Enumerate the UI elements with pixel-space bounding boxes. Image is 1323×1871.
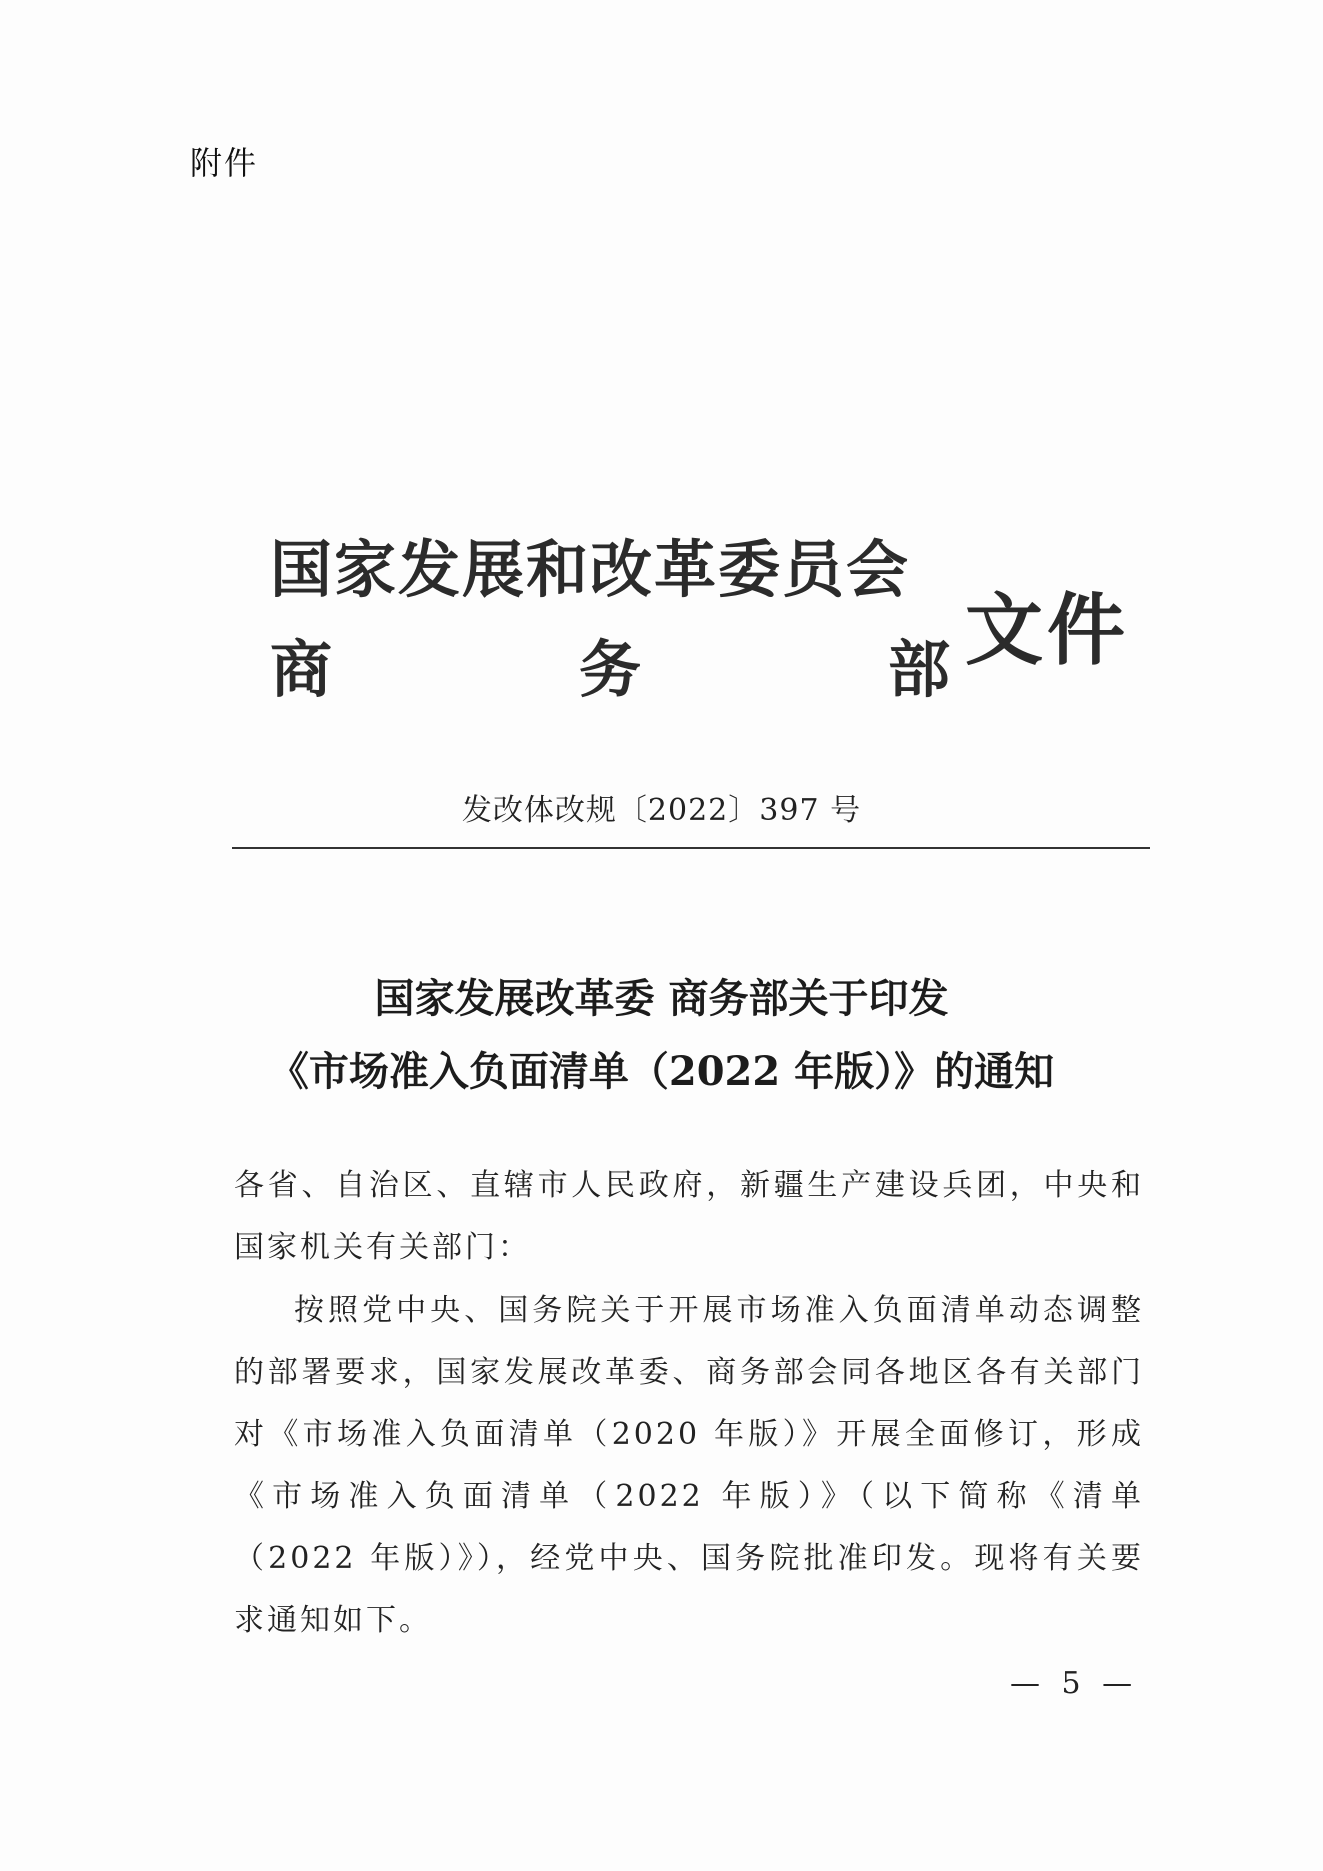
issuing-org-line-1: 国家发展和改革委员会 (270, 533, 911, 606)
document-title-line-1: 国家发展改革委 商务部关于印发 (374, 975, 949, 1022)
issuing-org-char: 部 (887, 633, 950, 706)
issuing-org-line-2 (270, 620, 950, 709)
salutation: 各省、自治区、直辖市人民政府，新疆生产建设兵团，中央和国家机关有关部门： (234, 1168, 1144, 1265)
document-number: 发改体改规〔2022〕397 号 (461, 793, 862, 828)
body-paragraph: 按照党中央、国务院关于开展市场准入负面清单动态调整的部署要求，国家发展改革委、商务部会同各地区各有关部门对《市场准入负面清单（2020 年版）》开展全面修订，形成《市场准入负面清单（2022 年版）》（以下简称《清单（2022 年版）》），经党中央、国务院批准印发。现将有关要求通知如下。 (234, 1293, 1144, 1638)
document-title-line-2: 《市场准入负面清单（2022 年版）》的通知 (268, 1048, 1055, 1095)
document-header (270, 520, 1130, 720)
page-number: — 5 — (1010, 1666, 1139, 1701)
document-type-suffix: 文件 (965, 585, 1130, 676)
issuing-org-char: 商 (270, 633, 333, 706)
attachment-label: 附件 (190, 144, 259, 182)
issuing-org-char: 务 (578, 633, 641, 706)
header-separator-line (232, 847, 1150, 849)
